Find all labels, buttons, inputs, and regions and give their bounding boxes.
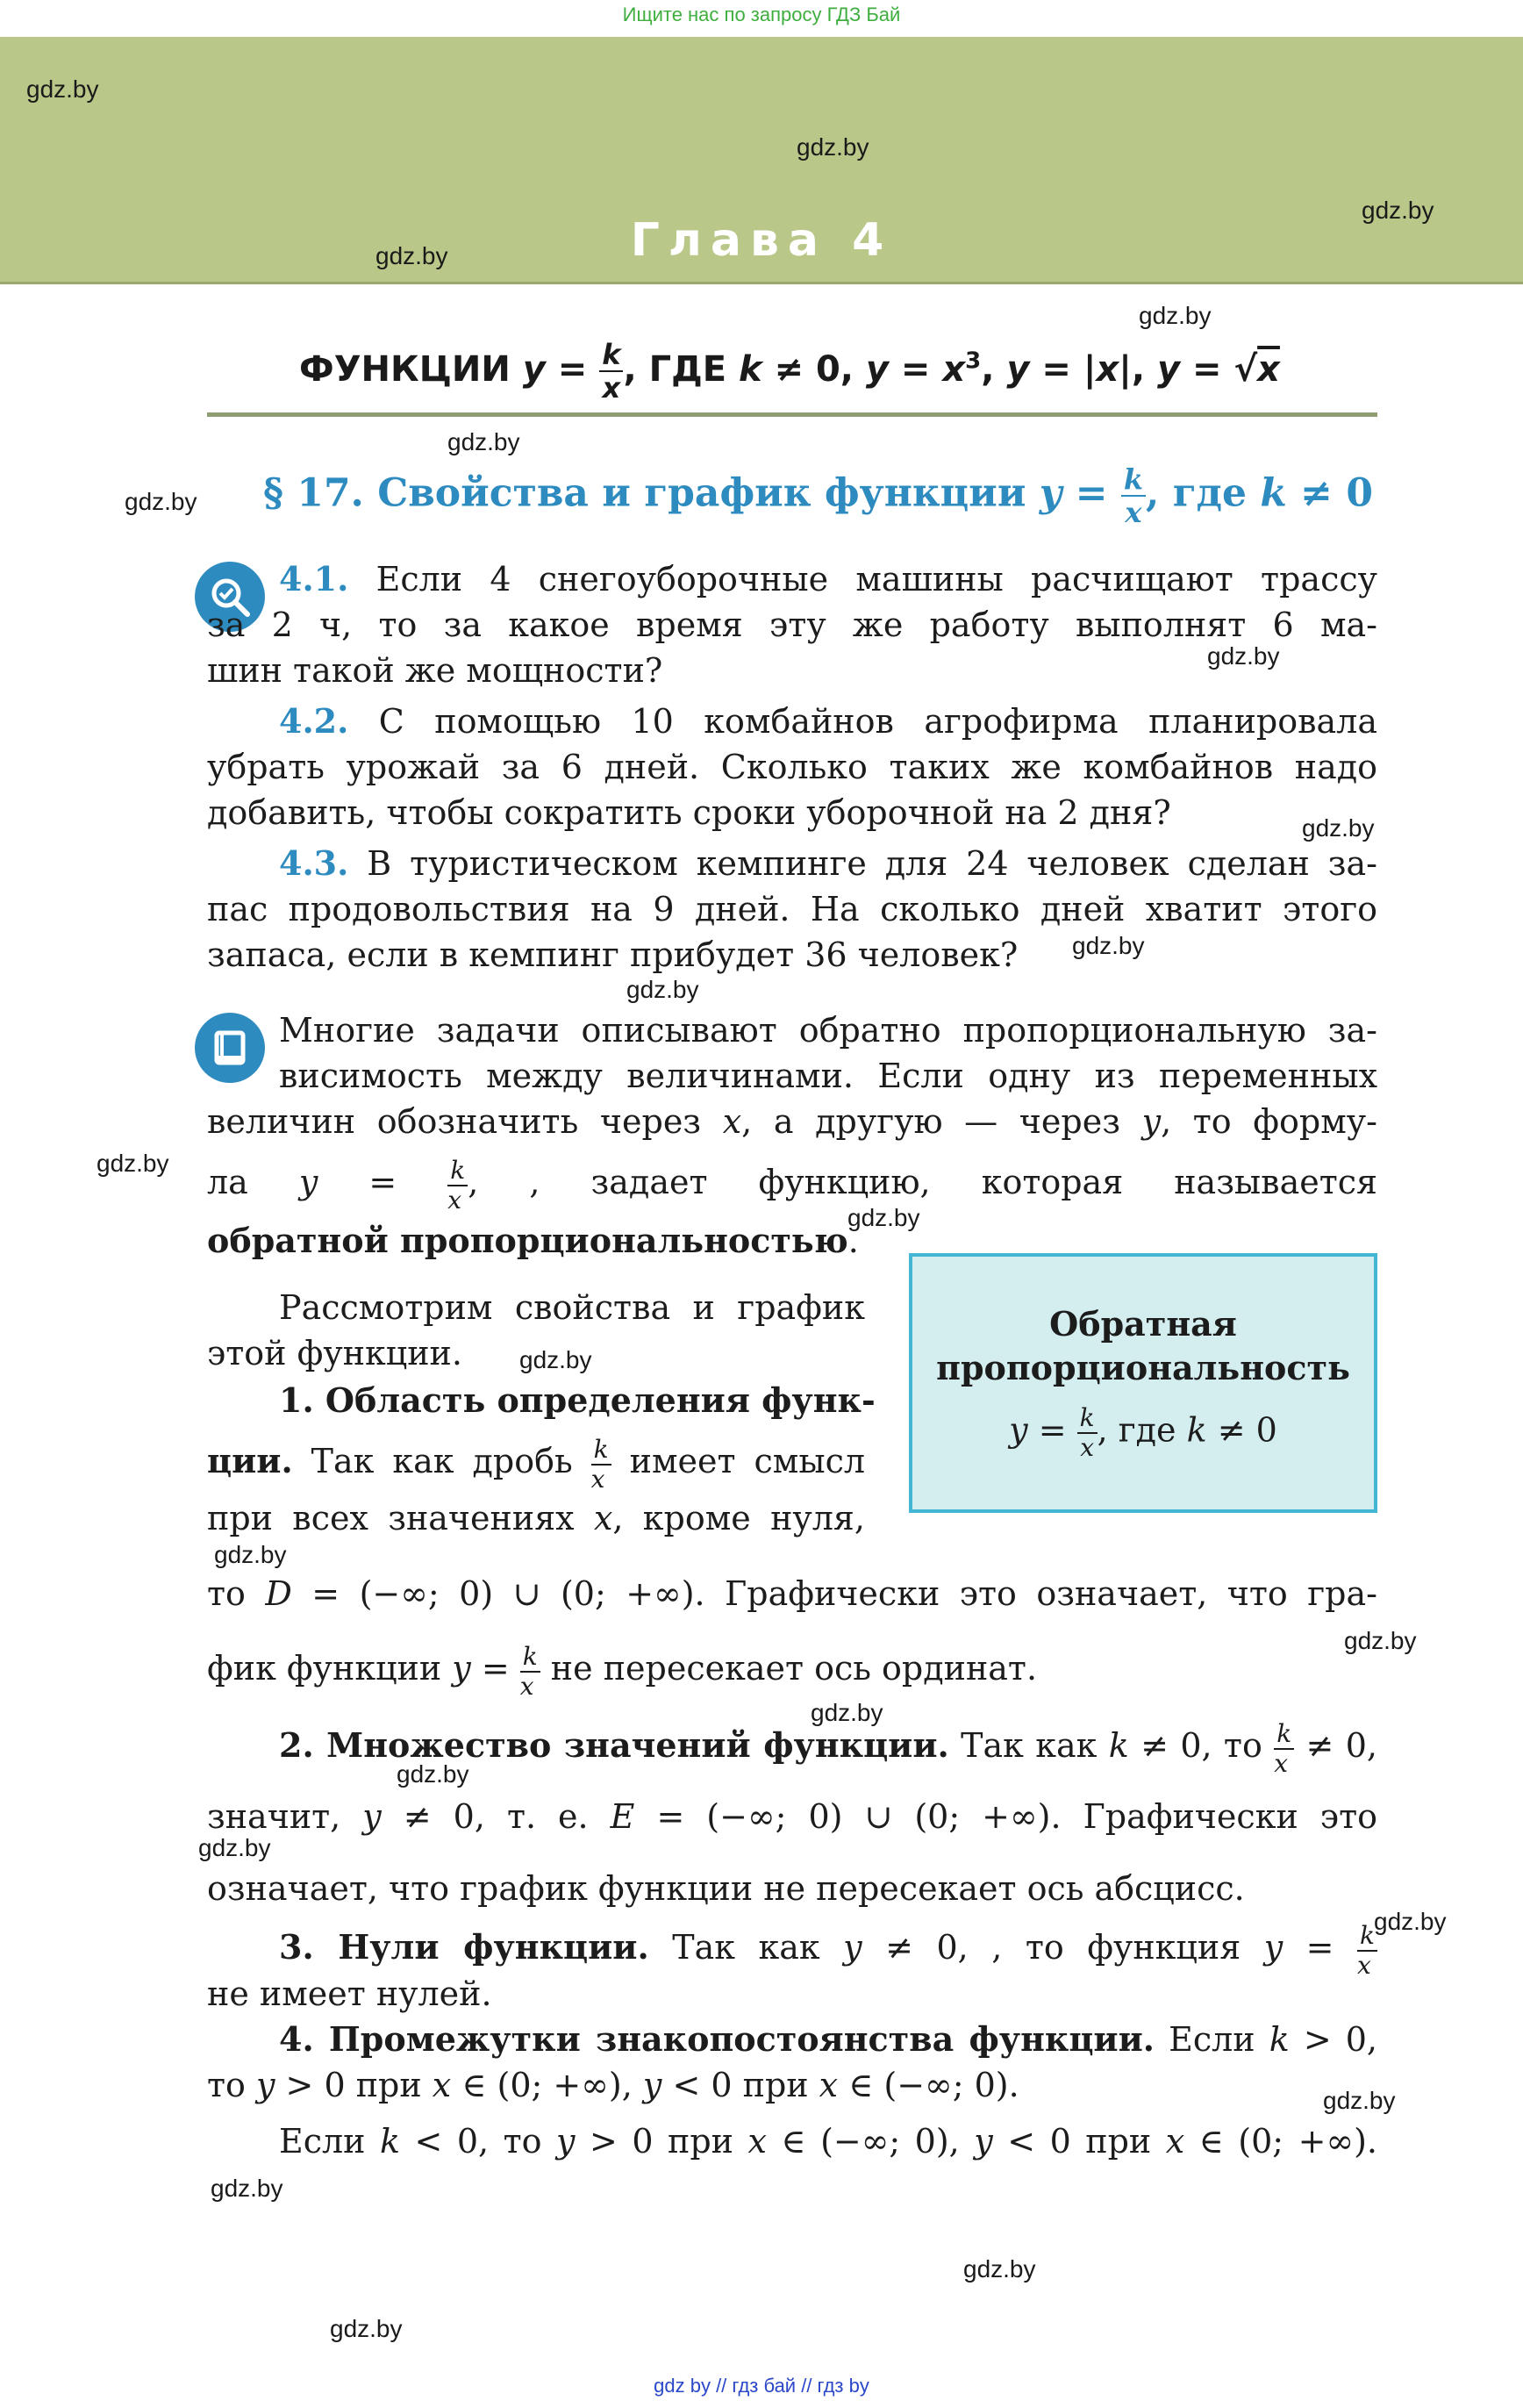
watermark: gdz.by (1323, 2087, 1396, 2114)
fraction-k-over-x: $\frac{k}{x}$ (1357, 1924, 1377, 1978)
watermark: gdz.by (797, 133, 869, 161)
property-1-heading: 1. Область определения функ- (279, 1380, 876, 1420)
watermark: gdz.by (198, 1834, 271, 1861)
watermark: gdz.by (811, 1699, 883, 1726)
fraction-k-over-x: $\frac{k}{x}$ (447, 1158, 468, 1213)
exercise-4-1-line: шин такой же мощности? (207, 651, 663, 690)
property-3-line: не имеет нулей. (207, 1974, 492, 2013)
section-title: Свойства и график функции (377, 470, 1026, 516)
fraction-k-over-x: $\frac{k}{x}$ (520, 1645, 540, 1699)
watermark: gdz.by (847, 1204, 920, 1231)
exercise-4-2-line: добавить, чтобы сократить сроки уборочной на 2 дня? (207, 793, 1171, 832)
property-4-line: 4. Промежутки знакопостоянства функции. Если k > 0, (279, 2019, 1377, 2059)
watermark: gdz.by (1207, 642, 1280, 670)
theory-book-icon (195, 1013, 265, 1083)
watermark: gdz.by (447, 428, 520, 455)
exercise-4-1-line: за 2 ч, то за какое время эту же работу выполнят 6 ма- (207, 606, 1377, 644)
fraction-k-over-x: $\frac{k}{x}$ (591, 1437, 611, 1492)
watermark: gdz.by (1139, 302, 1212, 329)
exercise-4-3-line: запаса, если в кемпинг прибудет 36 человек? (207, 935, 1019, 974)
property-2-line: означает, что график функции не пересекает ось абсцисс. (207, 1869, 1245, 1908)
watermark: gdz.by (375, 242, 448, 269)
exercise-4-1-line: 4.1. Если 4 снегоуборочные машины расчищают трассу (279, 559, 1377, 598)
footer-links[interactable]: gdz by // гдз бай // гдз by (654, 2375, 869, 2397)
properties-intro: Рассмотрим свойства и график (279, 1288, 865, 1327)
property-1-line: ции. Так как дробь $\frac{k}{x}$ имеет смысл (207, 1434, 865, 1494)
watermark: gdz.by (1302, 814, 1375, 842)
property-4-line: Если k < 0, то y > 0 при x ∈ (−∞; 0), y < 0 при x ∈ (0; +∞). (279, 2122, 1377, 2161)
property-1-line: при всех значениях x, кроме нуля, (207, 1499, 865, 1537)
watermark: gdz.by (1072, 932, 1145, 959)
watermark: gdz.by (1344, 1627, 1417, 1654)
theory-line: ла y = $\frac{k}{x}$ , , задает функцию, которая называется (207, 1155, 1377, 1215)
definition-title: Обратная (1049, 1304, 1237, 1344)
exercise-4-3-line: 4.3. В туристическом кемпинге для 24 человек сделан за- (279, 843, 1377, 883)
watermark: gdz.by (125, 488, 197, 515)
chapter-divider (207, 412, 1377, 417)
subtitle-prefix: ФУНКЦИИ (299, 349, 511, 390)
property-1-line: фик функции y = $\frac{k}{x}$ не пересекает ось ординат. (207, 1641, 1038, 1701)
definition-formula: y = $\frac{k}{x}$ , где k ≠ 0 (1009, 1403, 1277, 1462)
section-number: § 17. (263, 470, 364, 516)
chapter-subtitle: ФУНКЦИИ y = $\frac{k}{x}$ , ГДЕ k ≠ 0, $y = x^3$, y = |x|, y = √x (299, 338, 1280, 405)
property-2-line: значит, y ≠ 0, т. е. E = (−∞; 0) ∪ (0; +∞). Графически это (207, 1797, 1377, 1836)
exercise-4-2-line: убрать урожай за 6 дней. Сколько таких же комбайнов надо (207, 748, 1377, 786)
section-heading: § 17. Свойства и график функции y = $\frac{k}{x}$ , где k ≠ 0 (263, 462, 1373, 529)
theory-line: висимость между величинами. Если одну из переменных (279, 1057, 1377, 1095)
subtitle-where: ГДЕ (648, 349, 727, 390)
watermark: gdz.by (97, 1150, 169, 1177)
watermark: gdz.by (330, 2315, 403, 2342)
exercise-4-2-line: 4.2. С помощью 10 комбайнов агрофирма планировала (279, 701, 1377, 741)
definition-box (909, 1253, 1377, 1513)
property-2-line: 2. Множество значений функции. Так как k ≠ 0, то $\frac{k}{x}$ ≠ 0, (279, 1718, 1377, 1778)
top-search-link[interactable]: Ищите нас по запросу ГДЗ Бай (622, 4, 901, 25)
property-1-line: то D = (−∞; 0) ∪ (0; +∞). Графически это означает, что гра- (207, 1574, 1378, 1613)
theory-line: обратной пропорциональностью. (207, 1221, 859, 1260)
fraction-k-over-x: $\frac{k}{x}$ (1121, 465, 1146, 527)
fraction-k-over-x: $\frac{k}{x}$ (1274, 1722, 1294, 1776)
watermark: gdz.by (214, 1541, 287, 1568)
property-3-line: 3. Нули функции. Так как y ≠ 0, , то функция y = $\frac{k}{x}$ (279, 1917, 1377, 1978)
chapter-title: Глава 4 (630, 214, 893, 267)
theory-line: величин обозначить через x, а другую — через y, то форму- (207, 1102, 1377, 1141)
watermark: gdz.by (211, 2175, 283, 2202)
properties-intro: этой функции. (207, 1334, 462, 1372)
watermark: gdz.by (397, 1760, 469, 1788)
watermark: gdz.by (963, 2255, 1036, 2283)
watermark: gdz.by (1374, 1908, 1447, 1935)
watermark: gdz.by (1362, 197, 1434, 224)
property-4-line: то y > 0 при x ∈ (0; +∞), y < 0 при x ∈ (−∞; 0). (207, 2066, 1019, 2104)
exercise-4-3-line: пас продовольствия на 9 дней. На сколько дней хватит этого (207, 890, 1377, 928)
watermark: gdz.by (519, 1346, 592, 1373)
definition-title: пропорциональность (936, 1348, 1350, 1387)
section-where: где (1172, 470, 1247, 516)
watermark: gdz.by (26, 75, 99, 103)
theory-line: Многие задачи описывают обратно пропорциональную за- (279, 1011, 1377, 1050)
watermark: gdz.by (626, 976, 699, 1003)
fraction-k-over-x: $\frac{k}{x}$ (1077, 1406, 1098, 1460)
fraction-k-over-x: $\frac{k}{x}$ (599, 340, 623, 402)
